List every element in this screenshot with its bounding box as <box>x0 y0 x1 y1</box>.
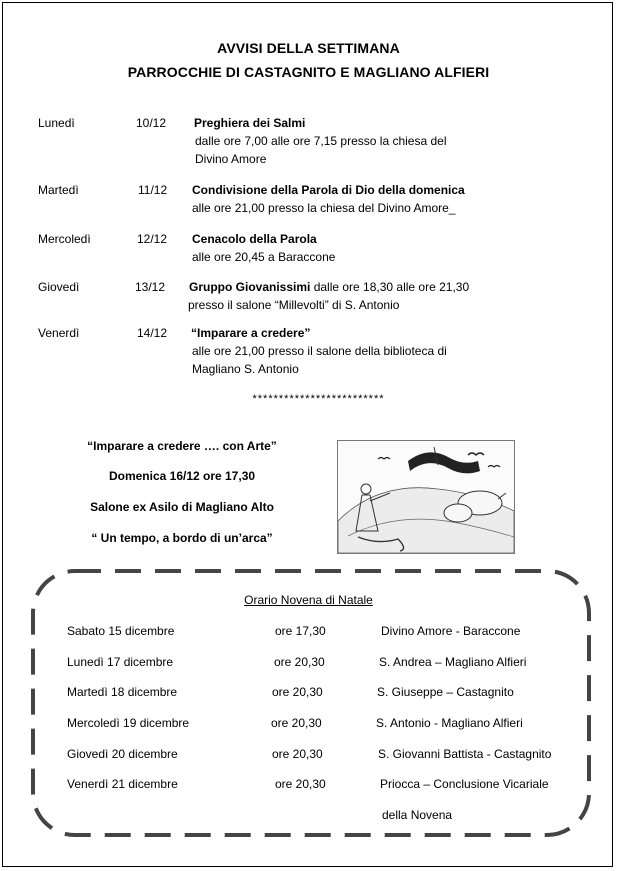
event-name: “Imparare a credere” <box>191 326 311 340</box>
novena-time: ore 20,30 <box>275 777 326 791</box>
novena-place: Divino Amore - Baraccone <box>381 624 521 638</box>
novena-row <box>67 655 587 671</box>
novena-place: S. Giuseppe – Castagnito <box>377 685 514 699</box>
event-desc: Divino Amore <box>195 152 267 166</box>
novena-place-continuation: della Novena <box>382 808 453 822</box>
promo-subtitle: “ Un tempo, a bordo di un’arca” <box>91 531 273 545</box>
novena-box <box>30 568 592 838</box>
ark-illustration <box>337 440 515 554</box>
event-wednesday <box>38 230 578 266</box>
novena-row <box>67 685 587 701</box>
event-tuesday <box>38 181 578 217</box>
event-day: Giovedì <box>38 280 80 294</box>
event-desc: alle ore 21,00 presso la chiesa del Divino Amore_ <box>192 201 456 215</box>
novena-date: Lunedì 17 dicembre <box>67 655 174 669</box>
separator: ************************* <box>252 393 385 405</box>
event-desc: dalle ore 7,00 alle ore 7,15 presso la chiesa del <box>195 134 447 148</box>
event-name: Condivisione della Parola di Dio della domenica <box>192 183 465 197</box>
novena-place: S. Giovanni Battista - Castagnito <box>378 747 552 761</box>
promo-date: Domenica 16/12 ore 17,30 <box>108 469 256 483</box>
novena-date: Sabato 15 dicembre <box>67 624 175 638</box>
event-monday <box>38 114 578 168</box>
novena-row <box>67 777 587 793</box>
novena-time: ore 20,30 <box>274 655 325 669</box>
event-date: 10/12 <box>136 116 167 130</box>
event-date: 12/12 <box>137 232 168 246</box>
novena-time: ore 20,30 <box>272 685 323 699</box>
novena-date: Venerdì 21 dicembre <box>67 777 178 791</box>
event-name: Cenacolo della Parola <box>192 232 317 246</box>
page-subtitle: PARROCCHIE DI CASTAGNITO E MAGLIANO ALFIERI <box>127 64 490 80</box>
novena-time: ore 17,30 <box>275 624 326 638</box>
novena-place: Priocca – Conclusione Vicariale <box>380 777 549 791</box>
event-thursday <box>38 278 598 314</box>
novena-date: Giovedì 20 dicembre <box>67 747 178 761</box>
novena-title: Orario Novena di Natale <box>244 593 373 607</box>
novena-place: S. Andrea – Magliano Alfieri <box>379 655 527 669</box>
event-day: Venerdì <box>38 326 80 340</box>
novena-continuation <box>382 808 502 824</box>
event-friday <box>38 324 578 378</box>
event-desc: Magliano S. Antonio <box>192 362 299 376</box>
event-day: Lunedì <box>38 116 75 130</box>
novena-row <box>67 624 587 640</box>
novena-date: Mercoledì 19 dicembre <box>67 716 190 730</box>
page-title: AVVISI DELLA SETTIMANA <box>217 40 400 56</box>
event-desc: presso il salone “Millevolti” di S. Antonio <box>188 298 400 312</box>
novena-row <box>67 747 607 763</box>
event-name: Preghiera dei Salmi <box>194 116 306 130</box>
novena-date: Martedì 18 dicembre <box>67 685 178 699</box>
event-desc: alle ore 21,00 presso il salone della biblioteca di <box>192 344 447 358</box>
novena-time: ore 20,30 <box>272 747 323 761</box>
novena-place: S. Antonio - Magliano Alfieri <box>376 716 523 730</box>
promo-location: Salone ex Asilo di Magliano Alto <box>90 500 274 514</box>
event-day: Martedì <box>38 183 79 197</box>
novena-time: ore 20,30 <box>271 716 322 730</box>
event-desc: alle ore 20,45 a Baraccone <box>192 250 336 264</box>
event-day: Mercoledì <box>38 232 91 246</box>
event-time: dalle ore 18,30 alle ore 21,30 <box>310 280 470 294</box>
event-name: Gruppo Giovanissimi <box>189 280 311 294</box>
event-date: 11/12 <box>138 183 168 197</box>
novena-row <box>67 716 587 732</box>
promo-title: “Imparare a credere …. con Arte” <box>87 439 277 453</box>
event-date: 14/12 <box>137 326 168 340</box>
event-date: 13/12 <box>135 280 166 294</box>
